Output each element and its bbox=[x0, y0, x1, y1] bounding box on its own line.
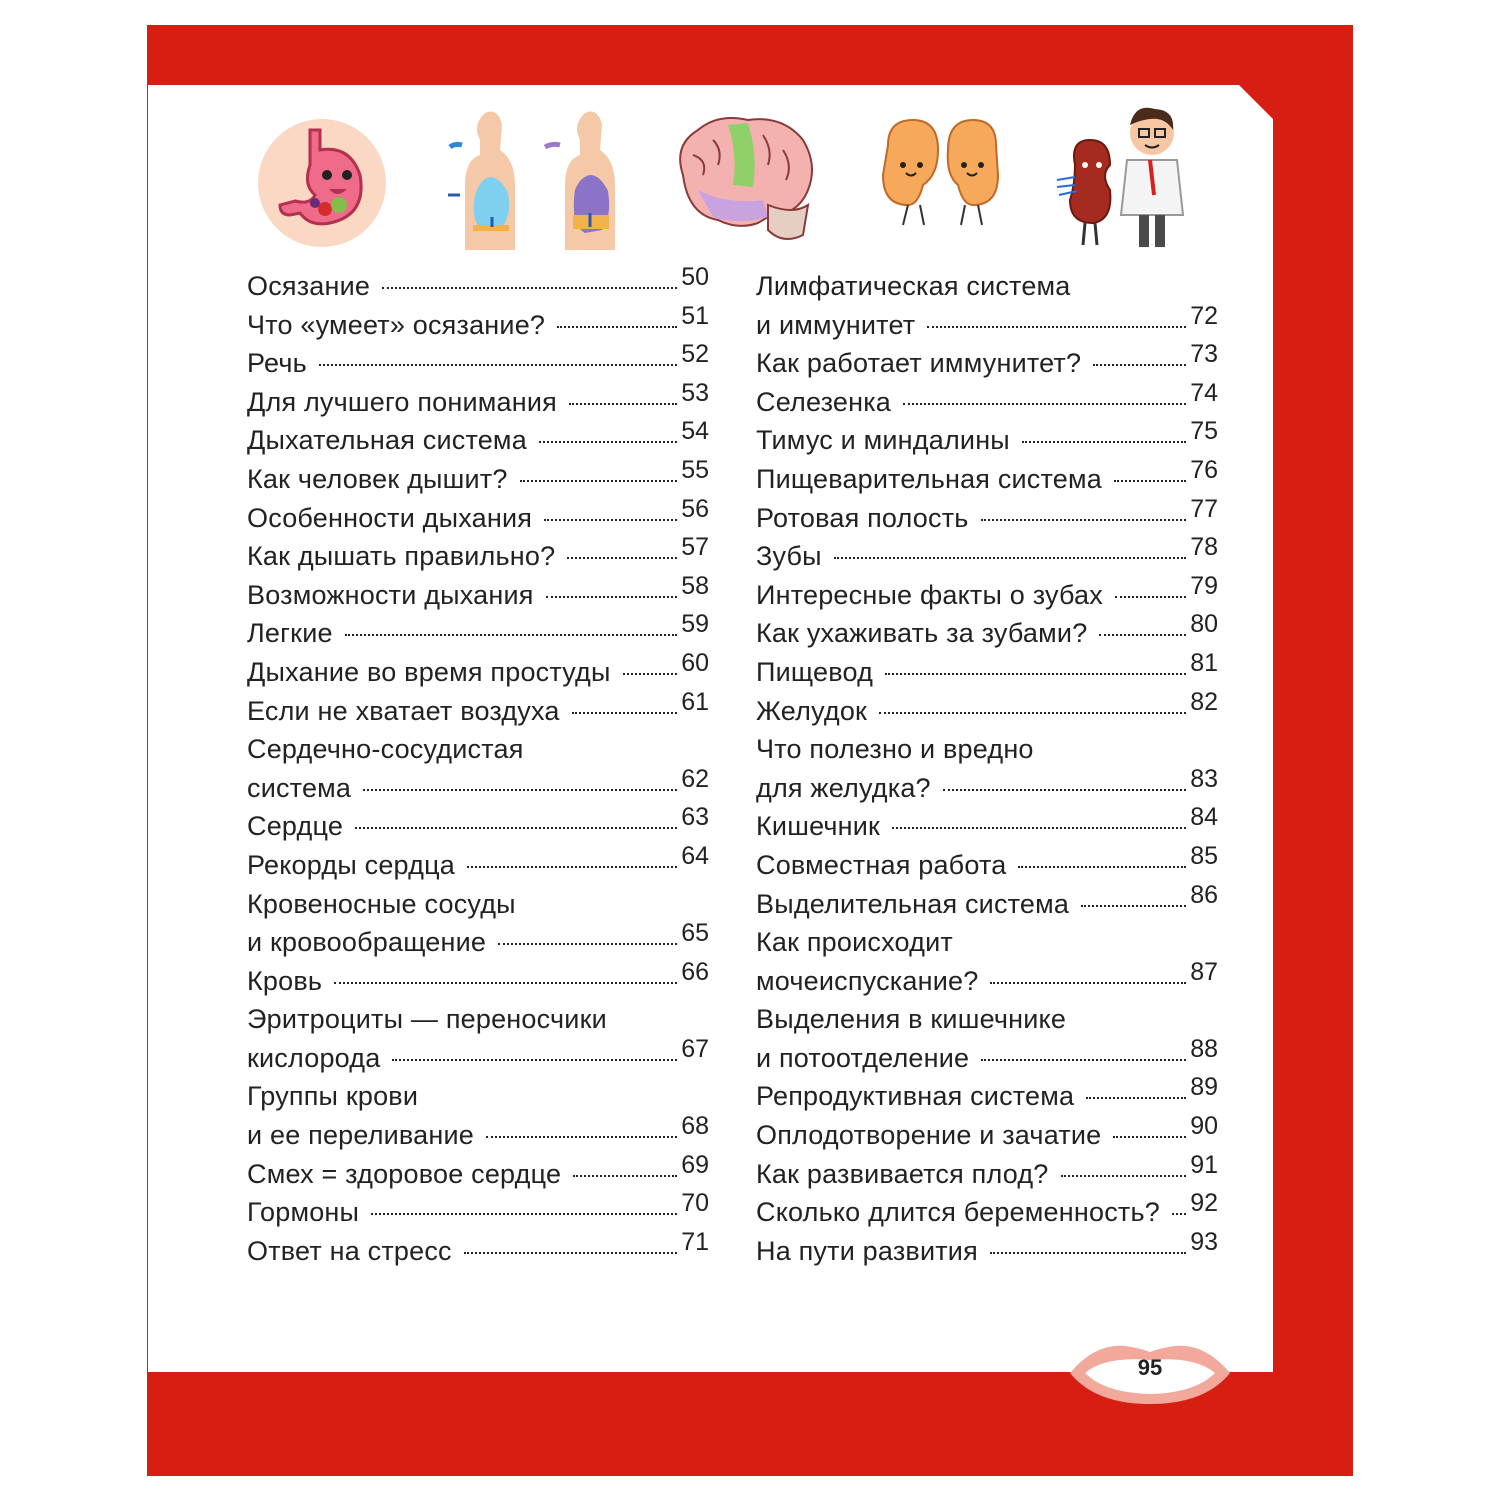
toc-leader-dots bbox=[1018, 866, 1186, 868]
toc-entry-title: для желудка? bbox=[756, 772, 931, 803]
toc-entry-page: 92 bbox=[1190, 1189, 1218, 1218]
toc-entry-title: Рекорды сердца bbox=[247, 849, 455, 880]
toc-leader-dots bbox=[879, 712, 1186, 714]
toc-leader-dots bbox=[1022, 441, 1186, 443]
toc-leader-dots bbox=[382, 287, 677, 289]
toc-entry-line bbox=[247, 1150, 709, 1198]
toc-entry-title: Ротовая полость bbox=[756, 502, 969, 533]
toc-entry-line bbox=[756, 417, 1218, 464]
toc-entry-line bbox=[756, 957, 1218, 1005]
toc-leader-dots bbox=[1113, 1136, 1186, 1138]
toc-entry-title: Как происходит bbox=[756, 927, 953, 958]
toc-entry-page: 93 bbox=[1190, 1227, 1218, 1256]
toc-entry-page: 79 bbox=[1190, 571, 1218, 600]
toc-entry-title: и потоотделение bbox=[756, 1042, 970, 1073]
toc-entry-title: Сердечно-сосудистая bbox=[247, 734, 524, 765]
toc-entry-title: Если не хватает воздуха bbox=[247, 695, 560, 726]
toc-entry-line bbox=[247, 957, 709, 1005]
toc-entry-title: Как дышать правильно? bbox=[247, 541, 556, 572]
toc-entry-title: Зубы bbox=[756, 541, 822, 572]
toc-entry-line bbox=[247, 687, 709, 735]
toc-entry-title: Как человек дышит? bbox=[247, 463, 508, 494]
toc-entry-line bbox=[756, 687, 1218, 735]
toc-leader-dots bbox=[355, 827, 677, 829]
toc-leader-dots bbox=[334, 982, 677, 984]
toc-entry-title: Осязание bbox=[247, 271, 371, 301]
toc-leader-dots bbox=[903, 403, 1186, 405]
toc-leader-dots bbox=[885, 673, 1186, 675]
toc-entry-page: 57 bbox=[681, 533, 709, 562]
toc-entry-title: Дыхательная система bbox=[247, 425, 527, 456]
toc-entry-page: 85 bbox=[1190, 841, 1218, 870]
toc-entry-title: Для лучшего понимания bbox=[247, 386, 557, 417]
toc-entry-title: Что «умеет» осязание? bbox=[247, 309, 546, 340]
toc-entry-page: 72 bbox=[1190, 301, 1218, 330]
toc-leader-dots bbox=[1172, 1213, 1186, 1215]
toc-entry-line bbox=[247, 889, 709, 928]
toc-entry-line bbox=[756, 1034, 1218, 1082]
toc-entry-line bbox=[247, 1189, 709, 1236]
toc-entry-page: 51 bbox=[681, 301, 709, 330]
toc-entry-page: 53 bbox=[681, 378, 709, 407]
toc-entry-title: мочеиспускание? bbox=[756, 965, 979, 996]
toc-entry-page: 81 bbox=[1190, 648, 1218, 677]
toc-entry-line bbox=[756, 1073, 1218, 1120]
toc-leader-dots bbox=[990, 1252, 1186, 1254]
toc-leader-dots bbox=[464, 1252, 677, 1254]
toc-leader-dots bbox=[486, 1136, 677, 1138]
toc-entry-title: и ее переливание bbox=[247, 1120, 474, 1151]
toc-leader-dots bbox=[892, 827, 1186, 829]
toc-entry-page: 55 bbox=[681, 455, 709, 484]
toc-entry-page: 56 bbox=[681, 494, 709, 523]
toc-entry-line bbox=[756, 494, 1218, 542]
toc-entry-title: Эритроциты — переносчики bbox=[247, 1004, 607, 1035]
toc-entry-page: 75 bbox=[1190, 417, 1218, 446]
toc-entry-page: 54 bbox=[681, 417, 709, 446]
toc-entry-line bbox=[756, 1227, 1218, 1275]
toc-leader-dots bbox=[557, 326, 677, 328]
toc-entry-line bbox=[756, 1112, 1218, 1159]
toc-entry-page: 76 bbox=[1190, 455, 1218, 484]
toc-entry-title: Репродуктивная система bbox=[756, 1081, 1075, 1112]
toc-leader-dots bbox=[927, 326, 1186, 328]
stomach-icon bbox=[255, 105, 390, 250]
toc-entry-line bbox=[247, 455, 709, 503]
toc-entry-line bbox=[247, 610, 709, 657]
toc-entry-line bbox=[247, 417, 709, 464]
toc-entry-line bbox=[756, 764, 1218, 812]
toc-entry-line bbox=[247, 378, 709, 426]
toc-entry-page: 70 bbox=[681, 1189, 709, 1218]
toc-leader-dots bbox=[319, 364, 677, 366]
toc-leader-dots bbox=[943, 789, 1186, 791]
kidney-and-doctor-icon bbox=[1055, 105, 1200, 250]
breathing-diagram-icon bbox=[440, 105, 625, 250]
toc-entry-title: На пути развития bbox=[756, 1235, 978, 1266]
toc-leader-dots bbox=[1081, 905, 1186, 907]
toc-entry-title: Пищевод bbox=[756, 656, 874, 687]
toc-entry-page: 89 bbox=[1190, 1073, 1218, 1102]
toc-entry-page: 84 bbox=[1190, 803, 1218, 832]
toc-entry-title: кислорода bbox=[247, 1042, 381, 1073]
toc-entry-line bbox=[756, 841, 1218, 889]
toc-entry-page: 59 bbox=[681, 610, 709, 639]
toc-entry-line bbox=[756, 271, 1218, 310]
toc-left-column bbox=[247, 263, 709, 1274]
toc-entry-title: Кишечник bbox=[756, 811, 881, 842]
toc-entry-line bbox=[247, 841, 709, 889]
toc-entry-title: Что полезно и вредно bbox=[756, 734, 1034, 765]
illustrations-strip bbox=[240, 105, 1200, 255]
toc-entry-line bbox=[756, 533, 1218, 580]
toc-leader-dots bbox=[1061, 1175, 1187, 1177]
toc-entry-line bbox=[756, 734, 1218, 773]
toc-leader-dots bbox=[1115, 596, 1186, 598]
toc-leader-dots bbox=[981, 519, 1187, 521]
toc-entry-page: 87 bbox=[1190, 957, 1218, 986]
toc-entry-page: 68 bbox=[681, 1112, 709, 1141]
toc-leader-dots bbox=[572, 712, 678, 714]
toc-leader-dots bbox=[392, 1059, 677, 1061]
toc-leader-dots bbox=[569, 403, 677, 405]
toc-entry-page: 80 bbox=[1190, 610, 1218, 639]
toc-entry-line bbox=[756, 1150, 1218, 1198]
toc-leader-dots bbox=[520, 480, 678, 482]
toc-entry-page: 90 bbox=[1190, 1112, 1218, 1141]
toc-entry-title: Выделения в кишечнике bbox=[756, 1004, 1067, 1035]
toc-entry-line bbox=[247, 648, 709, 696]
toc-entry-line bbox=[756, 1004, 1218, 1043]
toc-entry-title: Дыхание во время простуды bbox=[247, 656, 611, 687]
toc-entry-title: Селезенка bbox=[756, 386, 892, 417]
toc-entry-line bbox=[247, 301, 709, 349]
toc-entry-line bbox=[756, 610, 1218, 657]
toc-entry-title: Кровь bbox=[247, 965, 323, 996]
toc-entry-line bbox=[247, 340, 709, 387]
toc-leader-dots bbox=[371, 1213, 677, 1215]
toc-entry-line bbox=[247, 1227, 709, 1275]
toc-leader-dots bbox=[1093, 364, 1186, 366]
toc-entry-title: Сердце bbox=[247, 811, 344, 842]
toc-leader-dots bbox=[834, 557, 1186, 559]
toc-leader-dots bbox=[1114, 480, 1186, 482]
toc-leader-dots bbox=[1099, 634, 1186, 636]
toc-entry-page: 52 bbox=[681, 340, 709, 369]
page-number: 95 bbox=[1137, 1355, 1163, 1380]
toc-entry-page: 77 bbox=[1190, 494, 1218, 523]
toc-entry-page: 82 bbox=[1190, 687, 1218, 716]
toc-entry-title: Интересные факты о зубах bbox=[756, 579, 1103, 610]
toc-entry-title: Речь bbox=[247, 348, 307, 379]
toc-entry-title: Кровеносные сосуды bbox=[247, 888, 516, 919]
toc-entry-line bbox=[247, 764, 709, 812]
toc-leader-dots bbox=[990, 982, 1186, 984]
toc-entry-title: Желудок bbox=[756, 695, 868, 726]
toc-entry-line bbox=[756, 301, 1218, 349]
toc-entry-title: Совместная работа bbox=[756, 849, 1007, 880]
toc-leader-dots bbox=[1086, 1097, 1186, 1099]
toc-leader-dots bbox=[546, 596, 678, 598]
toc-entry-line bbox=[756, 648, 1218, 696]
toc-entry-page: 58 bbox=[681, 571, 709, 600]
toc-entry-line bbox=[247, 919, 709, 966]
toc-entry-title: Лимфатическая система bbox=[756, 271, 1071, 301]
toc-entry-line bbox=[247, 571, 709, 619]
toc-entry-line bbox=[756, 880, 1218, 928]
toc-entry-line bbox=[756, 378, 1218, 426]
toc-entry-page: 83 bbox=[1190, 764, 1218, 793]
toc-entry-page: 74 bbox=[1190, 378, 1218, 407]
toc-entry-line bbox=[247, 1081, 709, 1120]
toc-leader-dots bbox=[567, 557, 677, 559]
toc-entry-line bbox=[756, 803, 1218, 850]
toc-entry-page: 67 bbox=[681, 1034, 709, 1063]
toc-entry-page: 66 bbox=[681, 957, 709, 986]
toc-entry-page: 78 bbox=[1190, 533, 1218, 562]
toc-entry-line bbox=[247, 803, 709, 850]
toc-entry-title: Смех = здоровое сердце bbox=[247, 1158, 562, 1189]
toc-entry-title: Ответ на стресс bbox=[247, 1235, 452, 1266]
toc-entry-line bbox=[756, 340, 1218, 387]
toc-entry-page: 86 bbox=[1190, 880, 1218, 909]
toc-entry-title: Как работает иммунитет? bbox=[756, 348, 1082, 379]
toc-leader-dots bbox=[345, 634, 677, 636]
corner-bevel bbox=[1239, 85, 1273, 119]
toc-entry-page: 60 bbox=[681, 648, 709, 677]
toc-leader-dots bbox=[467, 866, 677, 868]
toc-entry-line bbox=[247, 494, 709, 542]
toc-entry-line bbox=[247, 533, 709, 580]
toc-entry-title: Выделительная система bbox=[756, 888, 1070, 919]
toc-entry-title: Группы крови bbox=[247, 1081, 419, 1112]
toc-right-column bbox=[756, 271, 1218, 1274]
toc-leader-dots bbox=[363, 789, 677, 791]
brain-icon bbox=[668, 105, 818, 250]
toc-entry-title: Как развивается плод? bbox=[756, 1158, 1049, 1189]
toc-entry-line bbox=[756, 455, 1218, 503]
toc-entry-title: Пищеварительная система bbox=[756, 463, 1102, 494]
toc-entry-line bbox=[247, 1034, 709, 1082]
toc-entry-title: Возможности дыхания bbox=[247, 579, 534, 610]
toc-entry-line bbox=[247, 734, 709, 773]
toc-leader-dots bbox=[623, 673, 678, 675]
toc-entry-title: Как ухаживать за зубами? bbox=[756, 618, 1088, 649]
toc-leader-dots bbox=[981, 1059, 1186, 1061]
toc-entry-page: 61 bbox=[681, 687, 709, 716]
toc-entry-title: Гормоны bbox=[247, 1197, 360, 1228]
ears-icon bbox=[868, 105, 1013, 250]
toc-entry-line bbox=[756, 571, 1218, 619]
toc-entry-title: Сколько длится беременность? bbox=[756, 1197, 1160, 1228]
toc-entry-page: 63 bbox=[681, 803, 709, 832]
toc-entry-page: 71 bbox=[681, 1227, 709, 1256]
toc-entry-line bbox=[756, 1189, 1218, 1236]
toc-entry-title: Особенности дыхания bbox=[247, 502, 533, 533]
toc-leader-dots bbox=[544, 519, 677, 521]
toc-entry-line bbox=[247, 263, 709, 310]
toc-entry-page: 73 bbox=[1190, 340, 1218, 369]
toc-entry-page: 62 bbox=[681, 764, 709, 793]
toc-entry-title: и кровообращение bbox=[247, 927, 487, 958]
toc-entry-page: 69 bbox=[681, 1150, 709, 1179]
toc-entry-page: 91 bbox=[1190, 1150, 1218, 1179]
toc-leader-dots bbox=[498, 943, 677, 945]
toc-entry-page: 50 bbox=[681, 263, 709, 291]
toc-entry-line bbox=[247, 1112, 709, 1159]
toc-entry-title: Легкие bbox=[247, 618, 333, 649]
toc-entry-page: 88 bbox=[1190, 1034, 1218, 1063]
toc-entry-title: Тимус и миндалины bbox=[756, 425, 1010, 456]
toc-entry-title: система bbox=[247, 772, 352, 803]
toc-entry-line bbox=[247, 1004, 709, 1043]
toc-entry-title: Оплодотворение и зачатие bbox=[756, 1120, 1102, 1151]
toc-entry-page: 64 bbox=[681, 841, 709, 870]
toc-entry-page: 65 bbox=[681, 919, 709, 948]
toc-entry-line bbox=[756, 927, 1218, 966]
toc-entry-title: и иммунитет bbox=[756, 309, 916, 340]
toc-leader-dots bbox=[573, 1175, 677, 1177]
toc-leader-dots bbox=[539, 441, 677, 443]
